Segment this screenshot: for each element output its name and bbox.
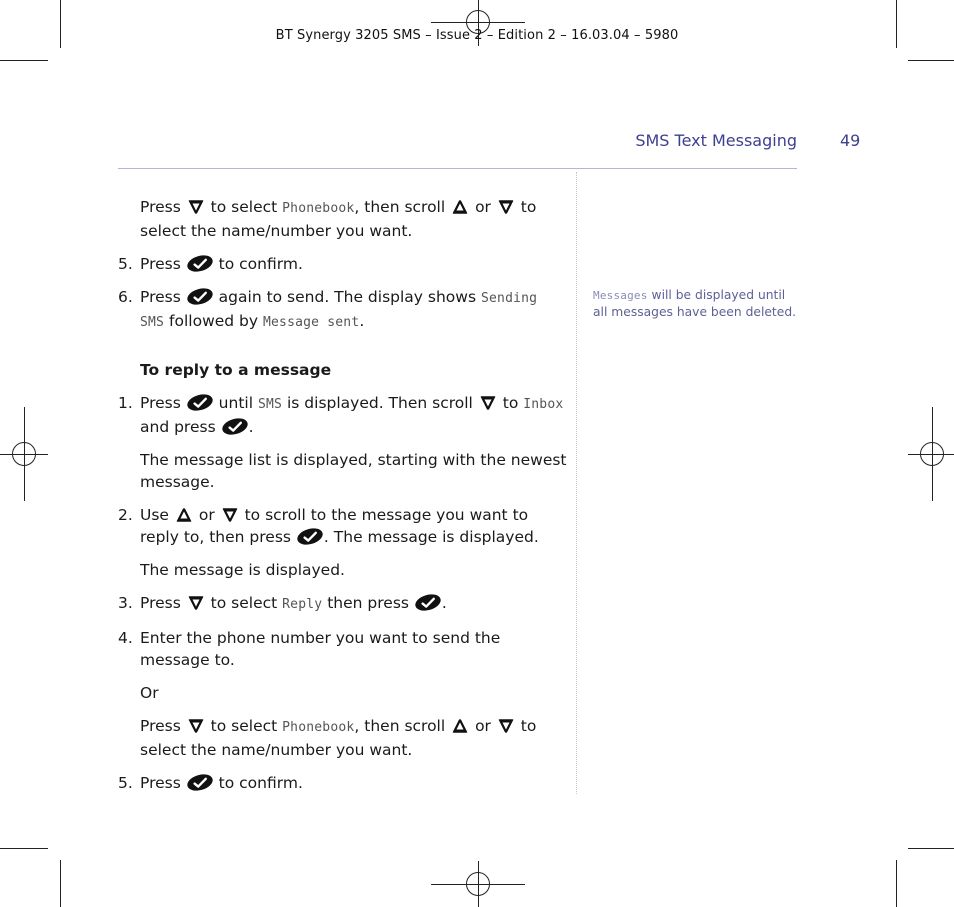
- step-item: 4. Enter the phone number you want to send the message to.: [118, 629, 501, 669]
- crop-mark: [896, 860, 897, 907]
- sidenote: Messages will be displayed until all messages have been deleted.: [593, 288, 797, 319]
- lcd-text: Phonebook: [282, 720, 355, 735]
- scroll-down-icon: [478, 395, 498, 411]
- scroll-down-icon: [220, 507, 240, 523]
- ok-check-key-icon: [186, 394, 214, 411]
- lcd-text: Phonebook: [282, 201, 355, 216]
- scroll-up-icon: [174, 507, 194, 523]
- chapter-title: SMS Text Messaging: [635, 131, 797, 150]
- lcd-text: Inbox: [523, 397, 564, 412]
- scroll-down-icon: [496, 718, 516, 734]
- lcd-text: Reply: [282, 597, 323, 612]
- ok-check-key-icon: [414, 594, 442, 611]
- paragraph-select-phonebook: Press to select Phonebook, then scroll or to select the name/number you want.: [140, 717, 537, 759]
- crop-mark: [908, 848, 954, 849]
- main-column: [118, 196, 568, 805]
- scroll-down-icon: [496, 199, 516, 215]
- ok-check-key-icon: [221, 418, 249, 435]
- lcd-text: Sending SMS: [140, 291, 538, 330]
- ok-check-key-icon: [186, 255, 214, 272]
- note-text: The message list is displayed, starting with the newest message.: [140, 451, 567, 491]
- scroll-down-icon: [186, 718, 206, 734]
- step-item: 6. Press again to send. The display shows Sending SMS followed by Message sent.: [118, 286, 568, 334]
- scroll-up-icon: [450, 199, 470, 215]
- lcd-text: SMS: [257, 397, 283, 412]
- crop-mark: [0, 848, 48, 849]
- crop-mark: [908, 60, 954, 61]
- ok-check-key-icon: [186, 774, 214, 791]
- column-divider: [576, 172, 577, 794]
- lcd-text: Messages: [593, 289, 648, 302]
- scroll-down-icon: [186, 595, 206, 611]
- ok-check-key-icon: [296, 528, 324, 545]
- crop-mark: [60, 860, 61, 907]
- section-heading: To reply to a message: [140, 361, 332, 379]
- step-item: 5. Press to confirm.: [118, 772, 568, 794]
- step-item: 1. Press until SMS is displayed. Then scroll to Inbox and press .: [118, 392, 568, 438]
- page-number: 49: [840, 131, 861, 150]
- paragraph-select-phonebook: Press to select Phonebook, then scroll or to select the name/number you want.: [140, 198, 537, 240]
- note-text: The message is displayed.: [140, 561, 345, 579]
- print-header: BT Synergy 3205 SMS – Issue 2 – Edition 2 – 16.03.04 – 5980: [275, 28, 679, 43]
- scroll-down-icon: [186, 199, 206, 215]
- step-item: 3. Press to select Reply then press .: [118, 592, 568, 616]
- or-label: Or: [140, 684, 159, 702]
- header-rule: [118, 168, 797, 169]
- ok-check-key-icon: [186, 288, 214, 305]
- crop-mark: [0, 60, 48, 61]
- step-item: 5. Press to confirm.: [118, 253, 568, 275]
- step-item: 2. Use or to scroll to the message you want to reply to, then press . The message is displayed.: [118, 506, 539, 546]
- scroll-up-icon: [450, 718, 470, 734]
- lcd-text: Message sent: [263, 315, 360, 330]
